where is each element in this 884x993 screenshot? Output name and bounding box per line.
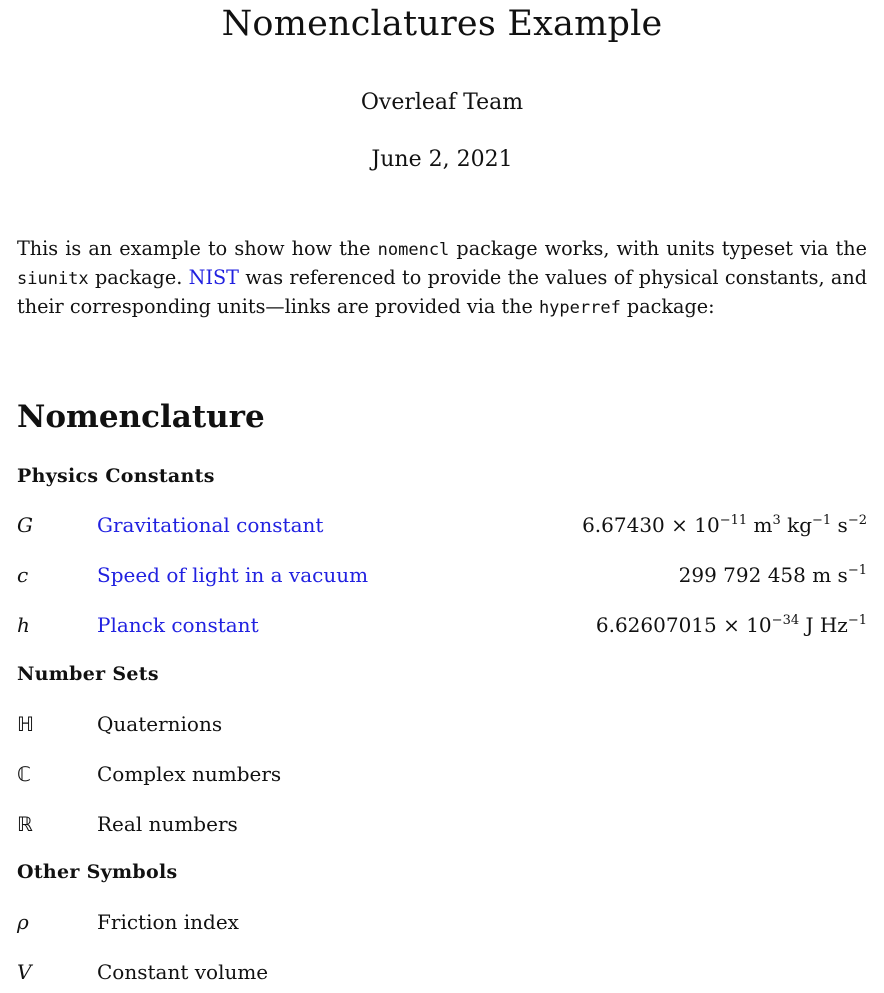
nomenclature-row (17, 513, 867, 543)
nomenclature-row (17, 563, 867, 593)
nist-link[interactable]: NIST (188, 266, 239, 289)
nomenclature-row (17, 613, 867, 643)
intro-text-1: This is an example to show how the (17, 237, 378, 260)
symbol: V (17, 960, 32, 984)
intro-text-3: package. (88, 266, 189, 289)
group-title-physics-constants: Physics Constants (17, 465, 215, 487)
group-title-other-symbols: Other Symbols (17, 861, 178, 883)
section-heading: Nomenclature (17, 399, 265, 435)
intro-text-2: package works, with units typeset via the (449, 237, 867, 260)
symbol: ℍ (17, 712, 34, 736)
value: 299 792 458 m $s^{-1}$ (678, 563, 867, 587)
intro-text-4: was referenced to provide the values of physical constants, and their corresponding units—links are provided via the (17, 266, 867, 318)
description: Quaternions (97, 712, 223, 736)
value: $6.62607015 \times 10^{-34}$ J $Hz^{-1}$ (595, 613, 867, 637)
package-name-siunitx: siunitx (17, 269, 89, 289)
document-date: June 2, 2021 (371, 147, 513, 172)
symbol: c (17, 563, 29, 587)
document-title: Nomenclatures Example (221, 4, 663, 44)
package-name-hyperref: hyperref (538, 298, 621, 318)
nomenclature-row (17, 712, 867, 742)
symbol: ℝ (17, 812, 33, 836)
nomenclature-row (17, 812, 867, 842)
description: Constant volume (97, 960, 269, 984)
nomenclature-row (17, 910, 867, 940)
symbol: G (17, 513, 33, 537)
description: Friction index (97, 910, 239, 934)
package-name-nomencl: nomencl (377, 240, 450, 260)
intro-text-5: package: (620, 295, 715, 318)
gravitational-constant-link[interactable]: Gravitational constant (97, 513, 324, 537)
group-title-number-sets: Number Sets (17, 663, 159, 685)
nomenclature-row (17, 762, 867, 792)
planck-constant-link[interactable]: Planck constant (97, 613, 259, 637)
document-author: Overleaf Team (360, 90, 524, 115)
description: Complex numbers (97, 762, 282, 786)
symbol: h (17, 613, 30, 637)
nomenclature-row (17, 960, 867, 990)
intro-paragraph (17, 235, 867, 322)
speed-of-light-link[interactable]: Speed of light in a vacuum (97, 563, 369, 587)
symbol: ρ (17, 910, 29, 934)
value: $6.67430 \times 10^{-11}$ $m^3$ $kg^{-1}$ $s^{-2}$ (582, 513, 867, 537)
description: Real numbers (97, 812, 238, 836)
symbol: ℂ (17, 762, 31, 786)
